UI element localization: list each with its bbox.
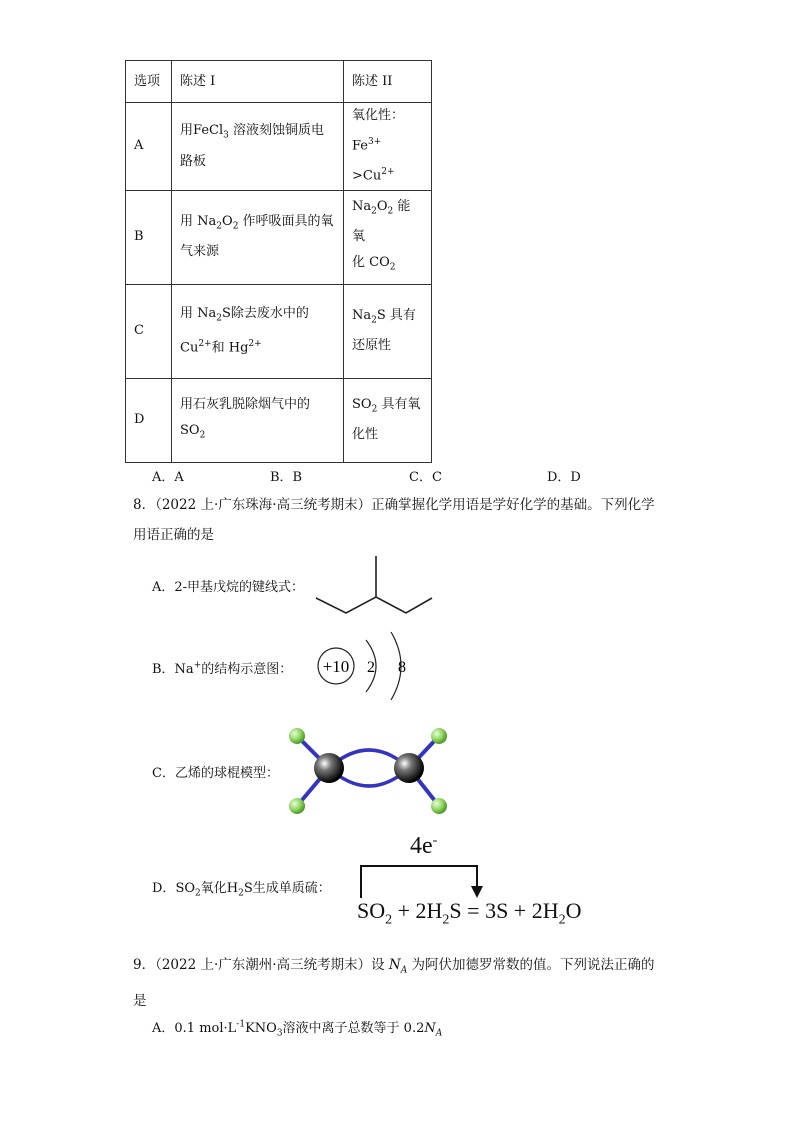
q7-table — [125, 60, 432, 463]
row-option: C — [126, 284, 172, 378]
row-statement-2: $Na_2O_2$ 能氧 化 $CO_2$ — [344, 190, 432, 284]
q7-option-b[interactable]: B．B — [270, 470, 303, 485]
row-statement-1: 用 $Na_2O_2$ 作呼吸面具的氧 气来源 — [172, 190, 344, 284]
q8-option-d[interactable]: D．$SO_2$氧化$H_2S$生成单质硫： — [152, 881, 331, 899]
row-statement-1: 用FeCl$_3$ 溶液刻蚀铜质电 路板 — [172, 103, 344, 191]
header-statement-2: 陈述 II — [344, 61, 432, 103]
row-statement-2: $Na_2S$ 具有 还原性 — [344, 284, 432, 378]
skeletal-formula-diagram — [310, 550, 440, 620]
q8-option-c[interactable]: C．乙烯的球棍模型： — [152, 766, 279, 781]
hydrogen-atom — [431, 798, 447, 814]
q7-option-c[interactable]: C．C — [409, 470, 442, 485]
row-statement-2: 氧化性： $Fe^{3+} >Cu^{2+}$ — [344, 103, 432, 191]
electron-transfer-label: 4e- — [410, 833, 438, 859]
q7-option-d[interactable]: D．D — [547, 470, 581, 485]
row-statement-1: 用石灰乳脱除烟气中的 $SO_2$ — [172, 378, 344, 462]
row-option: B — [126, 190, 172, 284]
q7-option-a[interactable]: A．A — [152, 470, 184, 485]
table-row — [126, 190, 432, 284]
row-option: D — [126, 378, 172, 462]
row-statement-2: $SO_2$ 具有氧 化性 — [344, 378, 432, 462]
row-option: A — [126, 103, 172, 191]
chemical-equation: $SO_2 + 2H_2S = 3S + 2H_2O$ — [357, 898, 582, 928]
table-header-row — [126, 61, 432, 103]
atomic-structure-diagram — [310, 628, 420, 708]
q8-stem: 8．（2022 上·广东珠海·高三统考期末）正确掌握化学用语是学好化学的基础。下列化学 用语正确的是 — [133, 497, 655, 543]
table-row — [126, 103, 432, 191]
table-row — [126, 284, 432, 378]
hydrogen-atom — [431, 728, 447, 744]
q9-stem: 9．（2022 上·广东潮州·高三统考期末）设 $N_A$ 为阿伏加德罗常数的值。下列说法正确的 是 — [133, 957, 655, 1009]
q9-option-a[interactable]: A．0.1 $mol\cdot L^{-1}KNO_3$溶液中离子总数等于 $0.2N_A$ — [152, 1019, 443, 1039]
hydrogen-atom — [289, 728, 305, 744]
q8-option-b[interactable]: B．Na+的结构示意图： — [152, 660, 293, 677]
table-row — [126, 378, 432, 462]
hydrogen-atom — [289, 798, 305, 814]
q8-option-a[interactable]: A．2-甲基戊烷的键线式： — [152, 580, 305, 595]
ball-and-stick-model — [285, 722, 455, 822]
shell-2-electrons: 8 — [398, 659, 406, 676]
header-option: 选项 — [126, 61, 172, 103]
header-statement-1: 陈述 I — [172, 61, 344, 103]
carbon-atom — [314, 753, 344, 783]
nucleus-charge: +10 — [322, 657, 350, 676]
row-statement-1: 用 $Na_2S$除去废水中的 $Cu^{2+}$和 $Hg^{2+}$ — [172, 284, 344, 378]
carbon-atom — [394, 753, 424, 783]
electron-transfer-arrow — [355, 862, 485, 902]
shell-1-electrons: 2 — [367, 659, 375, 676]
